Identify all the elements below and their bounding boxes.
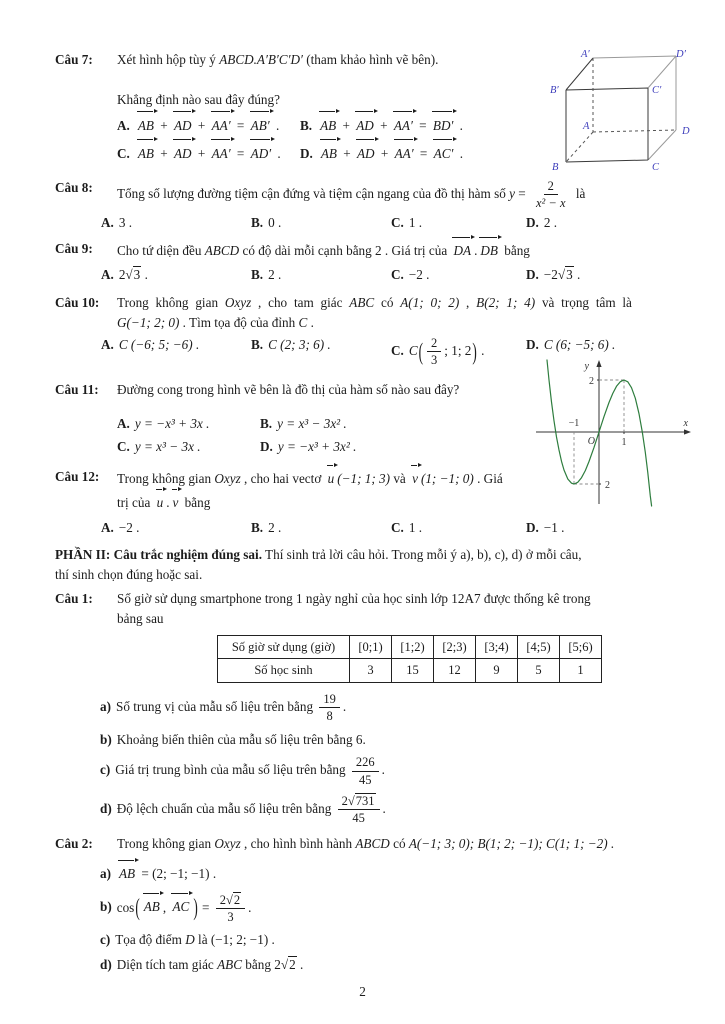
cube-vertex-d: D	[682, 126, 690, 137]
part2-question-1	[55, 589, 697, 826]
math-d: D	[185, 932, 195, 948]
part-2-heading-bold: PHẦN II: Câu trắc nghiệm đúng sai.	[55, 547, 262, 563]
vector-ad: AD	[354, 113, 376, 138]
cube-vertex-b: B	[552, 162, 559, 173]
statement-1c: c) Giá trị trung bình của mẫu số liệu trên bằng $\frac{226}{45}$ .	[100, 755, 385, 787]
cube-figure	[536, 46, 708, 176]
question-8-text: Tổng số lượng đường tiệm cận đứng và tiệm cận ngang của đồ thị hàm số y = $\frac{2}{\text{x² − x}}$ là	[117, 178, 586, 210]
option-7d: D. AB + AD + AA′ = AC′ .	[300, 141, 697, 166]
question-7-intro-tail: (tham khảo hình vẽ bên).	[302, 52, 439, 67]
table-cell: [2;3)	[434, 635, 476, 659]
question-12-text: Trong không gian Oxyz , cho hai vectơ u (−1; 1; 3) và v (1; −1; 0) . Giá trị của u . v bằng	[117, 467, 549, 516]
graph-y-axis-label: y	[584, 361, 589, 372]
page-number: 2	[359, 984, 366, 999]
question-9-label: Câu 9:	[55, 241, 93, 257]
math-y: y	[509, 185, 515, 201]
option-10c: C. C( $\frac{2}{3}$ ; 1; 2) .	[391, 335, 526, 369]
question-12-label: Câu 12:	[55, 468, 100, 484]
option-12a: A. −2 .	[101, 519, 140, 535]
option-9b: B. 2 .	[251, 267, 282, 283]
vector-ac: AC	[170, 895, 191, 919]
math-abc: ABC	[217, 956, 242, 972]
math-abc: ABC	[349, 295, 375, 311]
point-b: B(2; 1; 4)	[476, 295, 536, 311]
cube-vertex-c: C	[652, 162, 660, 173]
statement-2d: d) Diện tích tam giác ABC bằng 2√2 .	[100, 956, 304, 972]
option-8a: A. 3 .	[101, 215, 133, 231]
question-10-label: Câu 10:	[55, 295, 100, 311]
vector-ab: AB	[318, 113, 338, 138]
vector-ab: AB	[319, 141, 339, 166]
statement-1b: b) Khoảng biến thiên của mẫu số liệu trên bằng 6.	[100, 731, 366, 747]
tall-paren-open: (	[418, 337, 424, 365]
part2-question-1-intro: Số giờ sử dụng smartphone trong 1 ngày nghỉ của học sinh lớp 12A7 được thống kê trong bảng sau	[117, 590, 591, 626]
question-12-options	[101, 518, 697, 538]
fraction: $\frac{2}{\text{x² − x}}$	[536, 178, 566, 210]
vector-ad: AD	[172, 141, 194, 166]
square-root: √2	[280, 956, 296, 972]
fraction: $\frac{2}{3}$	[427, 335, 441, 369]
option-8b: B. 0 .	[251, 215, 282, 231]
option-12b: B. 2 .	[251, 519, 282, 535]
part2-question-2-label: Câu 2:	[55, 836, 93, 852]
option-key: B.	[300, 117, 313, 133]
vector-u: u	[155, 491, 166, 515]
square-root: √3	[125, 267, 141, 283]
cube-vertex-d-prime: D′	[676, 49, 686, 60]
vector-v: v	[171, 491, 181, 515]
option-9a: A. 2√3 .	[101, 267, 148, 283]
part2-question-1-label: Câu 1:	[55, 590, 93, 606]
u-coordinates: (−1; 1; 3)	[337, 470, 391, 486]
option-9d: D. −2√3 .	[526, 267, 581, 283]
vector-ad: AD	[355, 141, 377, 166]
table-row-hours	[218, 635, 602, 659]
graph-x-pos-label: 1	[621, 437, 627, 448]
option-11b: B. y = x³ − 3x² .	[260, 416, 347, 432]
option-key: A.	[117, 117, 130, 133]
statement-2c: c) Tọa độ điểm D là (−1; 2; −1) .	[100, 932, 275, 948]
cube-vertex-a-prime: A′	[581, 49, 590, 60]
option-key: D.	[300, 145, 313, 161]
question-8-options	[101, 213, 697, 233]
statement-2a: a) AB = (2; −1; −1) .	[100, 862, 697, 886]
question-7-question: Khẳng định nào sau đây đúng?	[117, 91, 280, 107]
table-cell: [4;5)	[518, 635, 560, 659]
statement-1a: a) Số trung vị của mẫu số liệu trên bằng $\frac{19}{8}$ .	[100, 692, 347, 724]
vector-rhs: AC′	[432, 141, 456, 166]
cube-vertex-b-prime: B′	[550, 85, 559, 96]
vector-rhs: AD′	[249, 141, 273, 166]
option-11d: D. y = −x³ + 3x² .	[260, 438, 357, 454]
math-c: C	[298, 315, 308, 331]
table-cell: [3;4)	[476, 635, 518, 659]
fraction: $\frac{19}{8}$	[319, 691, 340, 725]
question-7-label: Câu 7:	[55, 52, 93, 67]
square-root: √731	[347, 793, 375, 808]
option-7a: A. AB + AD + AA′ = AB′ .	[117, 113, 300, 138]
option-7c: C. AB + AD + AA′ = AD′ .	[117, 141, 300, 166]
vector-ab: AB	[142, 895, 162, 919]
option-10b: B. C (2; 3; 6) .	[251, 336, 331, 352]
question-9-text: Cho tứ diện đều ABCD có độ dài mỗi cạnh bằng 2 . Giá trị của DA . DB bằng	[117, 239, 697, 263]
table-cell: 3	[350, 659, 392, 683]
math-abcd: ABCD	[204, 243, 240, 259]
table-cell: [0;1)	[350, 635, 392, 659]
option-12d: D. −1 .	[526, 519, 565, 535]
vector-ab: AB	[136, 113, 156, 138]
question-8	[55, 178, 697, 233]
point-g: G(−1; 2; 0)	[117, 315, 180, 331]
points-coordinates: A(−1; 3; 0); B(1; 2; −1); C(1; 1; −2) .	[408, 836, 615, 852]
option-11a: A. y = −x³ + 3x .	[117, 416, 210, 432]
table-cell: [1;2)	[392, 635, 434, 659]
question-11-question: Đường cong trong hình vẽ bên là đồ thị của hàm số nào sau đây?	[117, 382, 460, 398]
tall-paren-close: )	[472, 337, 477, 365]
option-10a: A. C (−6; 5; −6) .	[101, 336, 200, 352]
table-cell: 12	[434, 659, 476, 683]
vector-ad: AD	[172, 113, 194, 138]
cube-hidden-edges	[566, 58, 676, 162]
cos-function: cos	[116, 899, 135, 915]
vector-u: u	[326, 467, 337, 491]
vector-aa-prime: AA′	[210, 113, 233, 138]
question-7-intro-math: ABCD.A′B′C′D′	[219, 52, 303, 67]
question-9	[55, 239, 697, 285]
option-8c: C. 1 .	[391, 215, 423, 231]
vector-aa-prime: AA′	[392, 113, 415, 138]
v-coordinates: (1; −1; 0)	[420, 470, 474, 486]
vector-db: DB	[478, 239, 500, 263]
question-9-options	[101, 265, 697, 285]
math-oxyz: Oxyz	[214, 470, 241, 486]
question-11-label: Câu 11:	[55, 382, 99, 398]
square-root: √3	[557, 267, 573, 283]
point-a: A(1; 0; 2)	[400, 295, 460, 311]
vector-rhs: AB′	[249, 113, 272, 138]
tall-paren-close: )	[193, 893, 198, 921]
option-8d: D. 2 .	[526, 215, 558, 231]
cube-back-edges	[593, 56, 676, 160]
question-8-label: Câu 8:	[55, 179, 93, 195]
vector-ab: AB	[136, 141, 156, 166]
graph-x-axis-label: x	[683, 418, 688, 429]
statement-2b: b) cos( AB , AC ) = $\frac{2√2}{3}$ .	[100, 892, 697, 926]
graph-x-neg-label: −1	[568, 418, 580, 429]
option-10d: D. C (6; −5; 6) .	[526, 336, 616, 352]
vector-ab: AB	[117, 862, 137, 886]
table-cell: Số học sinh	[218, 659, 350, 683]
graph-origin-label: O	[587, 436, 595, 447]
option-key: C.	[117, 145, 130, 161]
math-oxyz: Oxyz	[224, 295, 252, 311]
square-root: √2	[226, 892, 241, 907]
part2-question-2-intro: Trong không gian Oxyz , cho hình bình hành ABCD có A(−1; 3; 0); B(1; 2; −1); C(1; 1; −2) .	[117, 836, 615, 852]
vector-aa-prime: AA′	[210, 141, 233, 166]
math-oxyz: Oxyz	[214, 836, 241, 852]
option-12c: C. 1 .	[391, 519, 423, 535]
math-abcd: ABCD	[355, 836, 390, 852]
vector-rhs: BD′	[431, 113, 455, 138]
table-cell: 9	[476, 659, 518, 683]
table-cell: 5	[518, 659, 560, 683]
option-9c: C. −2 .	[391, 267, 430, 283]
cube-vertex-c-prime: C′	[652, 85, 662, 96]
cubic-graph-figure	[531, 356, 696, 508]
vector-v: v	[410, 467, 420, 491]
question-10-line-2: G(−1; 2; 0) . Tìm tọa độ của đỉnh C .	[117, 315, 314, 331]
part-2-heading: PHẦN II: Câu trắc nghiệm đúng sai. Thí sinh trả lời câu hỏi. Trong mỗi ý a), b), c), d) ở mỗi câu, thí sinh chọn đúng hoặc sai.	[55, 547, 582, 583]
table-row-students	[218, 659, 602, 683]
table-cell: [5;6)	[560, 635, 602, 659]
vector-da: DA	[451, 239, 473, 263]
fraction: $\frac{2√2}{3}$	[216, 892, 245, 926]
table-cell: 15	[392, 659, 434, 683]
graph-y-max-label: 2	[589, 376, 594, 387]
fraction: $\frac{2√731}{45}$	[338, 793, 380, 827]
question-10-line-1: Trong không gian Oxyz , cho tam giác ABC có A(1; 0; 2) , B(2; 1; 4) và trọng tâm là	[117, 295, 632, 311]
vector-aa-prime: AA′	[393, 141, 416, 166]
frequency-table	[217, 635, 602, 684]
option-7b: B. AB + AD + AA′ = BD′ .	[300, 113, 697, 138]
fraction: $\frac{226}{45}$	[352, 754, 379, 788]
statement-1d: d) Độ lệch chuẩn của mẫu số liệu trên bằng $\frac{2√731}{45}$ .	[100, 793, 386, 826]
graph-y-min-label: 2	[605, 480, 610, 491]
part2-question-2	[55, 834, 697, 974]
table-cell: Số giờ sử dụng (giờ)	[218, 635, 350, 659]
cube-front-edges	[566, 58, 648, 162]
question-7-intro-text: Xét hình hộp tùy ý	[117, 52, 220, 67]
option-11c: C. y = x³ − 3x .	[117, 438, 201, 454]
table-cell: 1	[560, 659, 602, 683]
tall-paren-open: (	[135, 893, 140, 921]
cube-vertex-a: A	[583, 121, 590, 132]
